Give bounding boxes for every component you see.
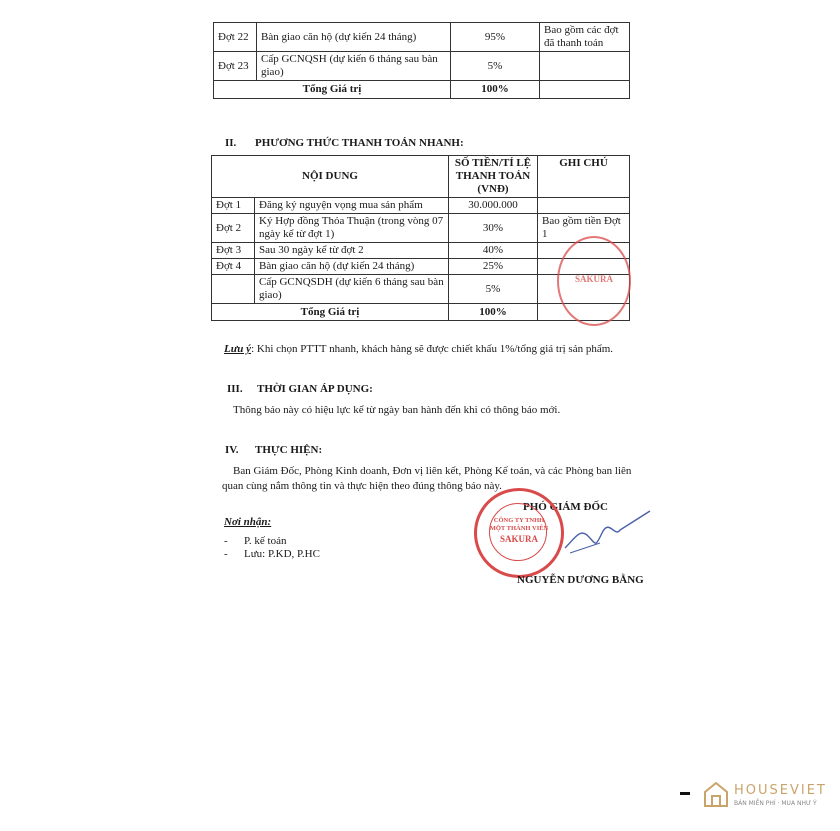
header-content: NỘI DUNG [212, 156, 449, 198]
house-logo-icon [703, 780, 729, 808]
section-3-text: Thông báo này có hiệu lực kể từ ngày ban hành đến khi có thông báo mới. [233, 404, 561, 416]
note-cell [540, 52, 630, 81]
section-4-heading [225, 444, 322, 456]
header-note: GHI CHÚ [538, 156, 630, 198]
recipient-text: P. kế toán [244, 535, 287, 547]
total-value: 100% [451, 81, 540, 99]
stage-cell: Đợt 3 [212, 243, 255, 259]
seal-line2: MỘT THÀNH VIÊN [489, 525, 549, 532]
seal-line3: SAKURA [499, 534, 538, 544]
bullet: - [224, 535, 228, 547]
content-cell: Ký Hợp đồng Thỏa Thuận (trong vòng 07 ngày kể từ đợt 1) [255, 214, 449, 243]
table-row [212, 198, 630, 214]
amount-cell: 25% [449, 259, 538, 275]
note-line [224, 343, 613, 355]
stage-cell: Đợt 22 [214, 23, 257, 52]
content-cell: Đăng ký nguyện vọng mua sản phẩm [255, 198, 449, 214]
content-cell: Sau 30 ngày kể từ đợt 2 [255, 243, 449, 259]
amount-cell: 30.000.000 [449, 198, 538, 214]
stage-cell: Đợt 2 [212, 214, 255, 243]
company-seal [474, 488, 564, 578]
stage-cell: Đợt 23 [214, 52, 257, 81]
note-text: : Khi chọn PTTT nhanh, khách hàng sẽ được chiết khấu 1%/tổng giá trị sản phẩm. [251, 343, 614, 355]
heading-number: II. [225, 137, 237, 149]
seal-inner [489, 503, 547, 561]
content-cell: Cấp GCNQSDH (dự kiến 6 tháng sau bàn giao) [255, 275, 449, 304]
heading-text: PHƯƠNG THỨC THANH TOÁN NHANH: [255, 137, 464, 149]
signatory-name: NGUYỄN DƯƠNG BẰNG [517, 574, 644, 586]
heading-text: THỜI GIAN ÁP DỤNG: [257, 383, 373, 395]
table-row [214, 52, 630, 81]
heading-number: III. [227, 383, 243, 395]
stage-cell: Đợt 1 [212, 198, 255, 214]
dash-mark [680, 792, 690, 795]
header-row [212, 156, 630, 198]
payment-table-standard [213, 22, 630, 99]
note-cell [538, 198, 630, 214]
stage-cell [212, 275, 255, 304]
content-cell: Bàn giao căn hộ (dự kiến 24 tháng) [257, 23, 451, 52]
amount-cell: 5% [449, 275, 538, 304]
content-cell: Cấp GCNQSH (dự kiến 6 tháng sau bàn giao) [257, 52, 451, 81]
signature-title: PHÓ GIÁM ĐỐC [523, 501, 608, 513]
seal-line1: CÔNG TY TNHH [493, 517, 545, 524]
total-row [214, 81, 630, 99]
section-4-line1: Ban Giám Đốc, Phòng Kinh doanh, Đơn vị liên kết, Phòng Kế toán, và các Phòng ban liên [233, 465, 632, 477]
stage-cell: Đợt 4 [212, 259, 255, 275]
content-cell: Bàn giao căn hộ (dự kiến 24 tháng) [255, 259, 449, 275]
header-amount: SỐ TIỀN/TỈ LỆ THANH TOÁN (VNĐ) [449, 156, 538, 198]
brand-tagline: BÁN MIỄN PHÍ · MUA NHƯ Ý [734, 800, 817, 807]
table-row [214, 23, 630, 52]
signature-scribble [560, 508, 655, 558]
total-label: Tổng Giá trị [212, 304, 449, 321]
note-cell: Bao gồm tiền Đợt 1 [538, 214, 630, 243]
recipient-item [224, 548, 320, 560]
table-row [212, 214, 630, 243]
partial-stamp [557, 236, 631, 326]
section-2-heading [225, 137, 464, 149]
heading-text: THỰC HIỆN: [255, 444, 323, 456]
recipients-title: Nơi nhận: [224, 516, 272, 528]
section-3-heading [227, 383, 373, 395]
empty-cell [540, 81, 630, 99]
recipient-text: Lưu: P.KD, P.HC [244, 548, 320, 560]
bullet: - [224, 548, 228, 560]
heading-number: IV. [225, 444, 239, 456]
amount-cell: 95% [451, 23, 540, 52]
amount-cell: 40% [449, 243, 538, 259]
note-cell: Bao gồm các đợt đã thanh toán [540, 23, 630, 52]
total-label: Tổng Giá trị [214, 81, 451, 99]
recipient-item [224, 535, 286, 547]
amount-cell: 30% [449, 214, 538, 243]
amount-cell: 5% [451, 52, 540, 81]
partial-stamp-text: SAKURA [574, 274, 613, 284]
total-value: 100% [449, 304, 538, 321]
note-label: Lưu ý [224, 343, 252, 355]
section-4-line2: quan cùng nắm thông tin và thực hiện theo đúng thông báo này. [222, 480, 502, 492]
brand-name: HOUSEVIET [734, 783, 827, 798]
